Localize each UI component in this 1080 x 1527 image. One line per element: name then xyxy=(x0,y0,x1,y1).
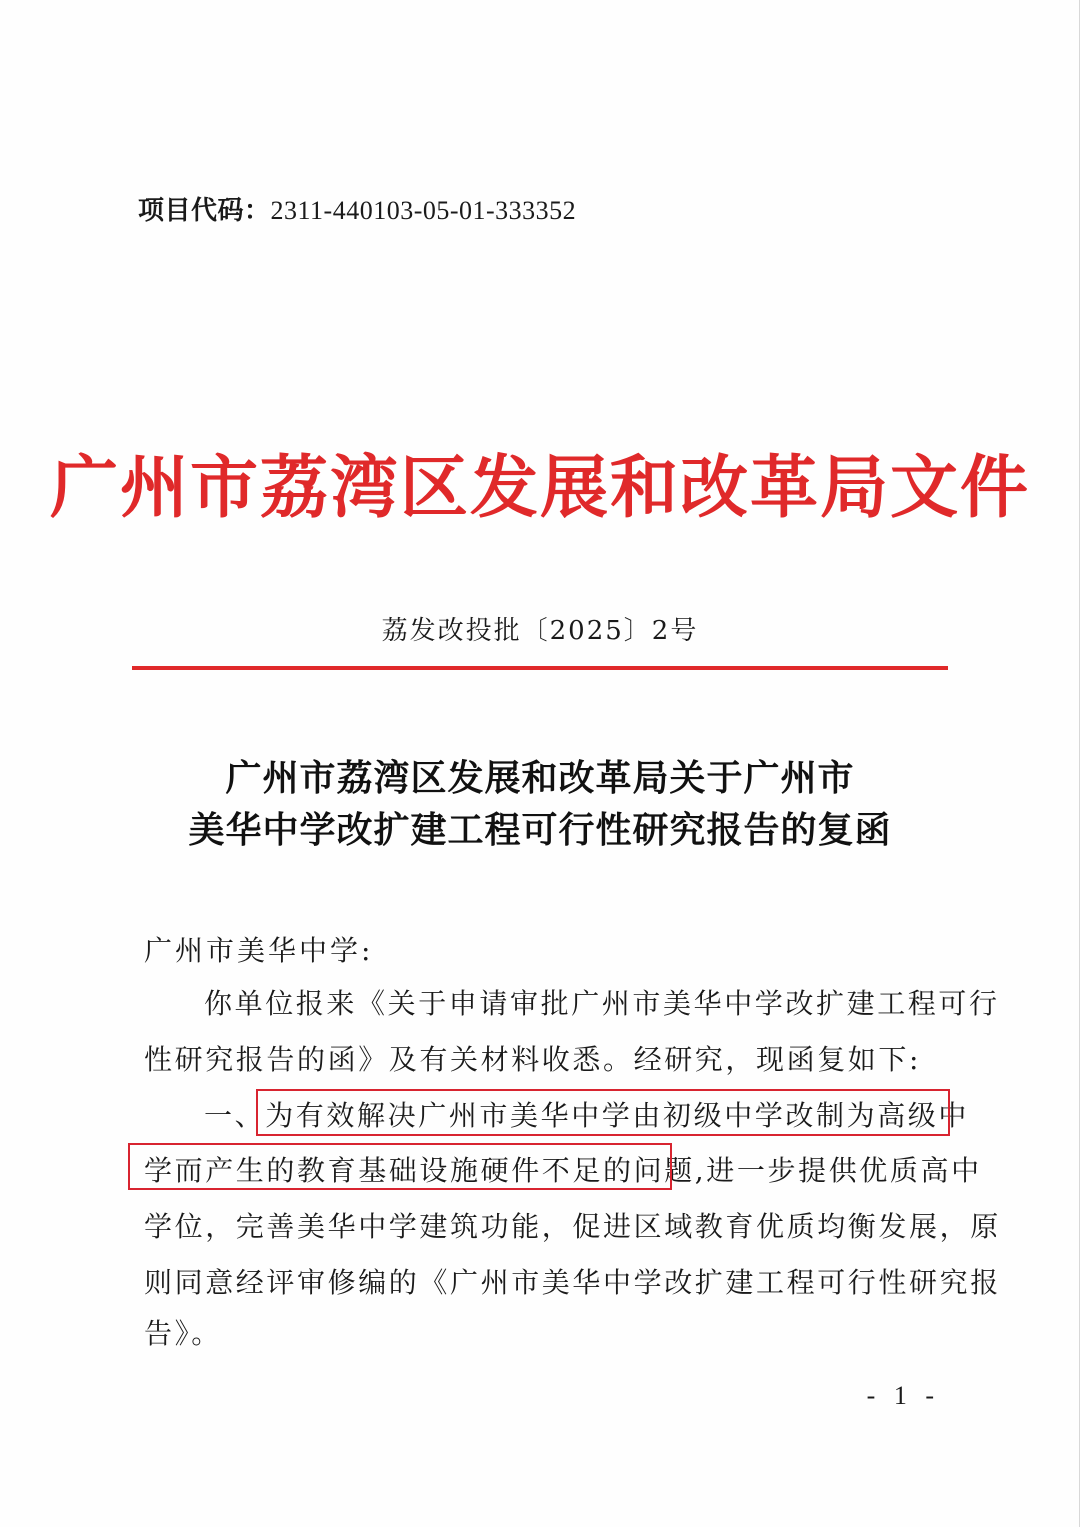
body-line: 则同意经评审修编的《广州市美华中学改扩建工程可行性研究报 xyxy=(144,1266,1001,1299)
project-code-label: 项目代码： xyxy=(138,196,271,226)
body-line: 你单位报来《关于申请审批广州市美华中学改扩建工程可行 xyxy=(204,987,1000,1020)
page-number: - 1 - xyxy=(866,1381,940,1410)
title-line-1: 广州市荔湾区发展和改革局关于广州市 xyxy=(225,757,855,799)
body-line: 学位，完善美华中学建筑功能，促进区域教育优质均衡发展，原 xyxy=(144,1210,1001,1243)
title-line-2: 美华中学改扩建工程可行性研究报告的复函 xyxy=(188,809,892,851)
red-divider-line xyxy=(132,666,948,670)
highlight-box-top xyxy=(256,1089,950,1136)
project-code-value: 2311-440103-05-01-333352 xyxy=(270,196,577,225)
masthead-title: 广州市荔湾区发展和改革局文件 xyxy=(49,448,1030,528)
body-line: 一、为有效解决广州市美华中学由初级中学改制为高级中 xyxy=(204,1099,970,1132)
addressee: 广州市美华中学: xyxy=(144,934,374,967)
body-line: 学而产生的教育基础设施硬件不足的问题,进一步提供优质高中 xyxy=(144,1154,982,1187)
project-code xyxy=(138,190,576,227)
body-line: 性研究报告的函》及有关材料收悉。经研究，现函复如下: xyxy=(144,1043,922,1076)
highlight-box-bottom xyxy=(128,1143,672,1190)
document-number: 荔发改投批〔2025〕2号 xyxy=(381,616,699,646)
body-line: 告》。 xyxy=(144,1317,222,1350)
document-title xyxy=(0,752,1080,856)
